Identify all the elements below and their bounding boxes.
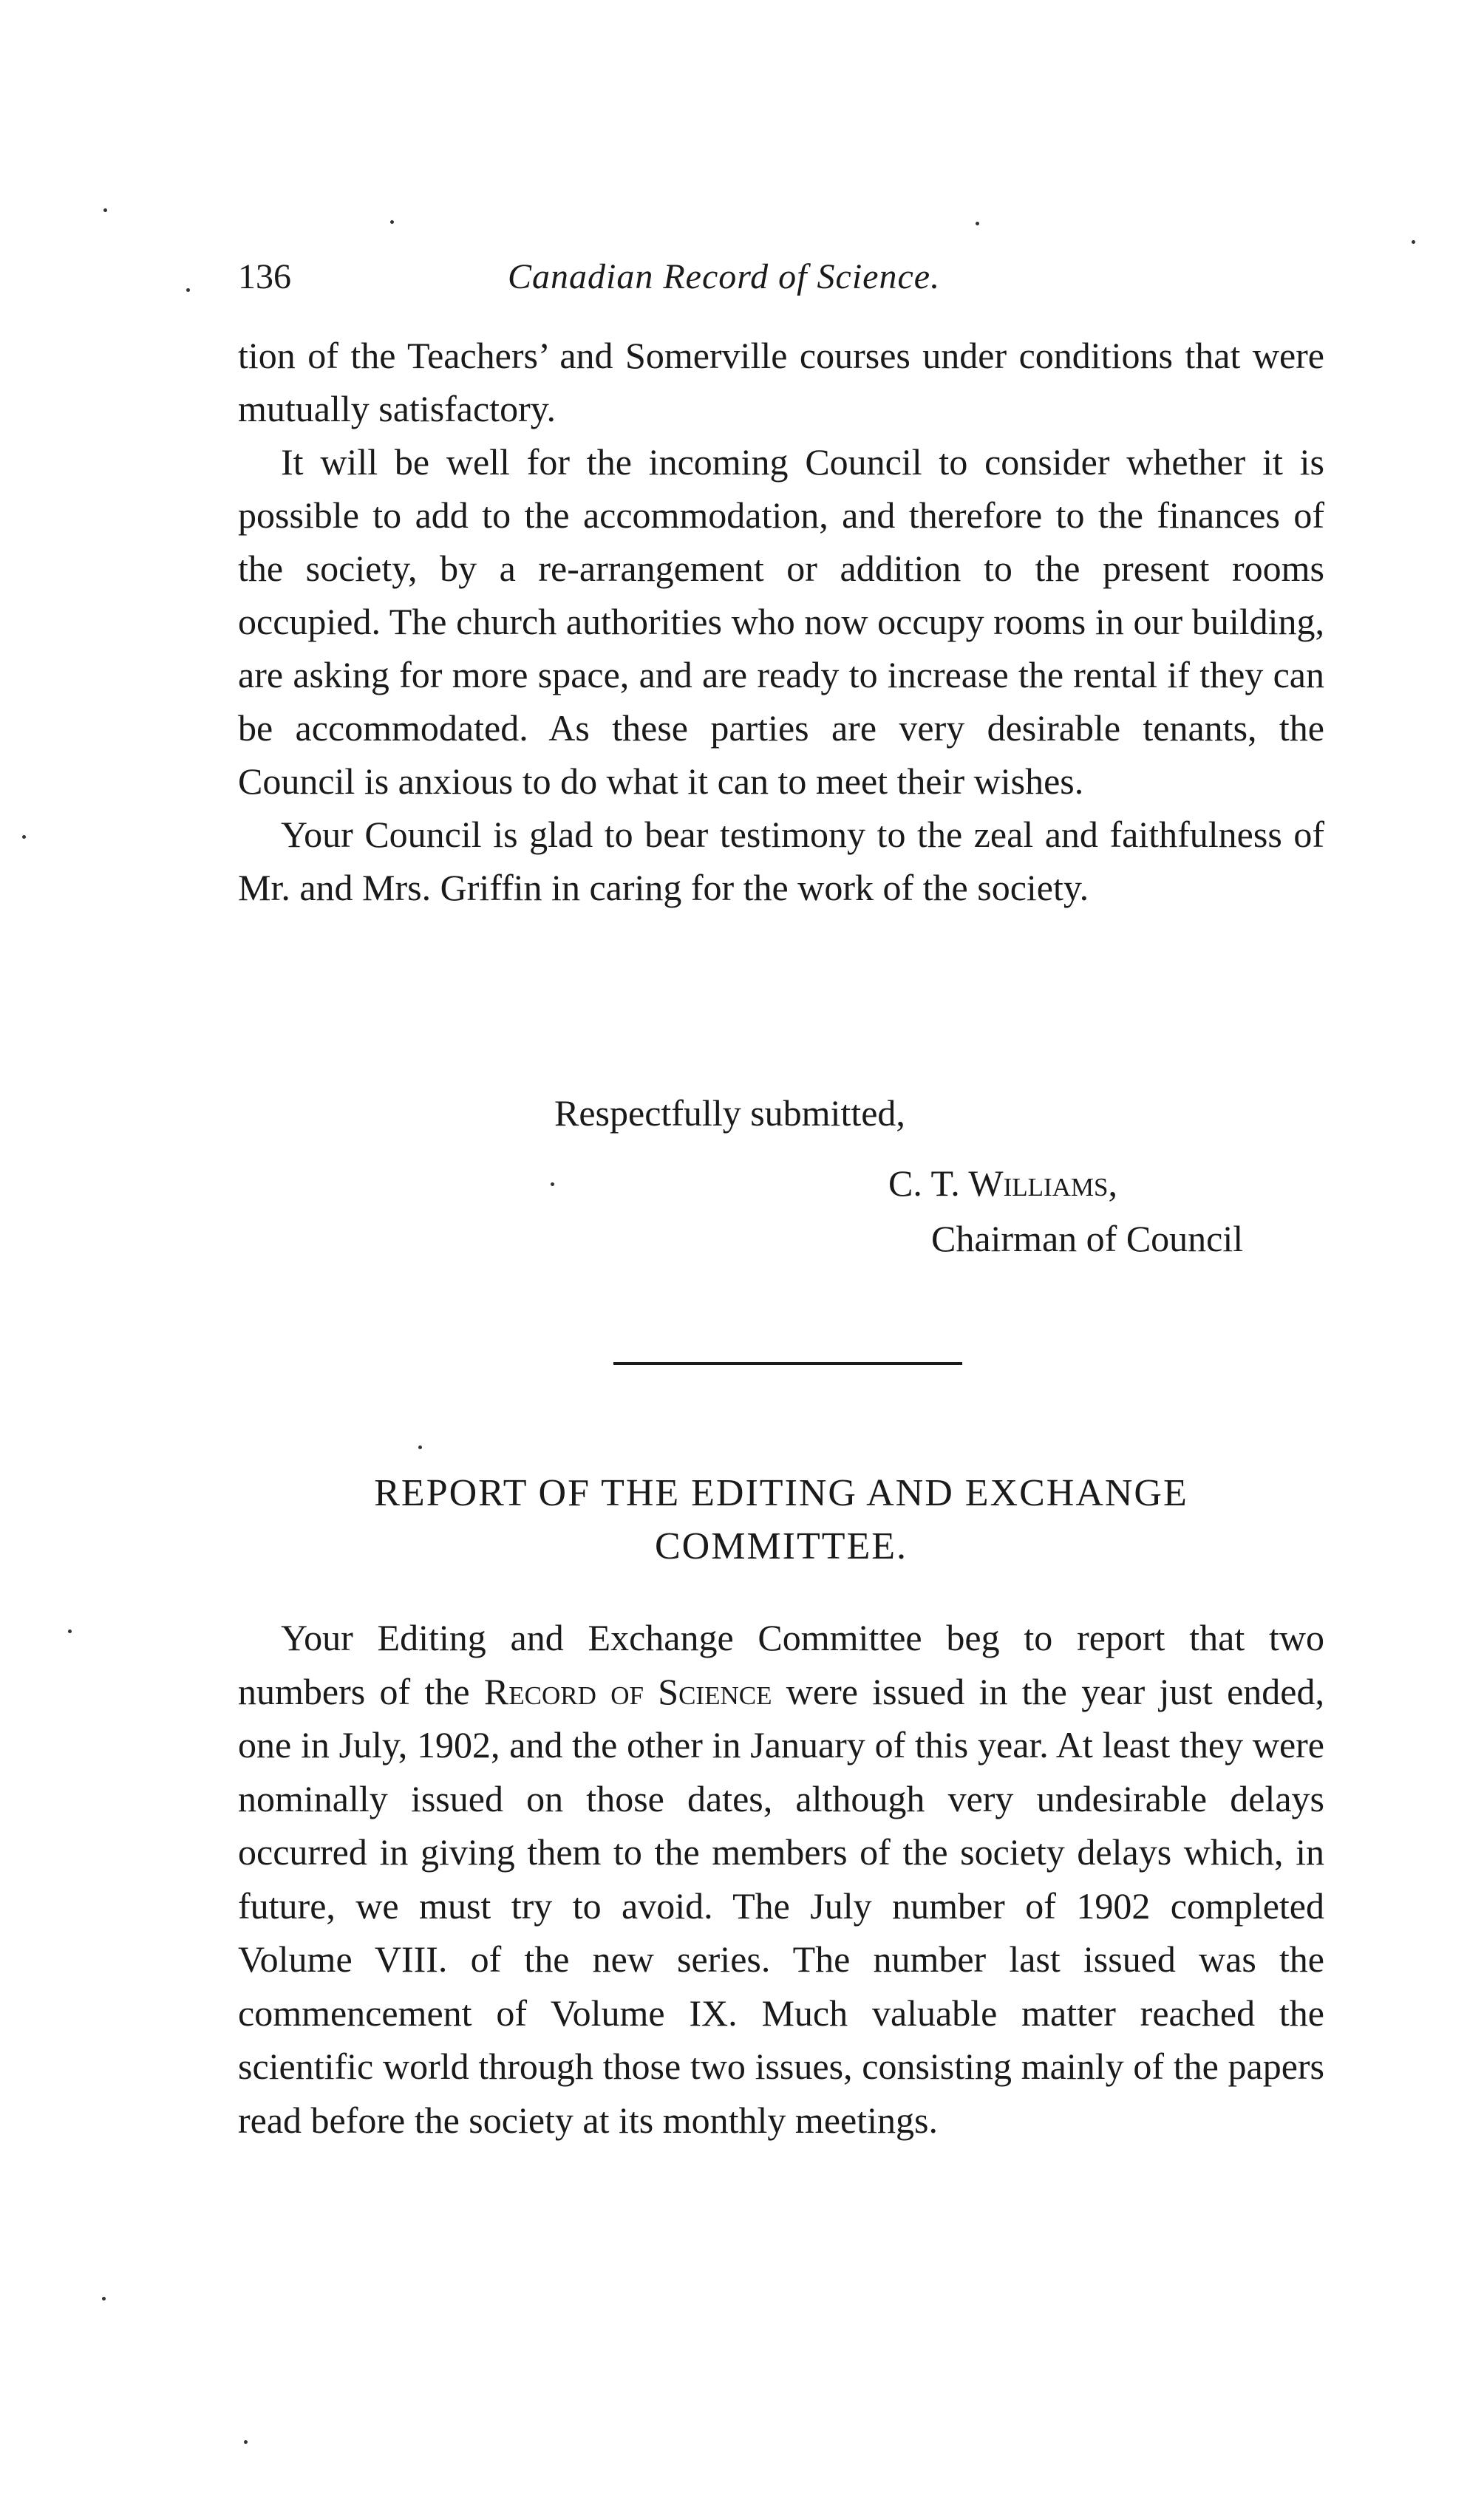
editing-paragraph-1-start: Your Editing and Exchange Committee beg to report that two numbers of the (238, 1617, 1324, 1712)
council-paragraph-2: It will be well for the incoming Council to consider whether it is possible to add to the accommodation, and therefore to the finances of the society, by a re-arrangement or addition to the present rooms occupied. The church authorities who now occupy rooms in our building, are asking for more space, and are ready to increase the rental if they can be accommodated. As these parties are very desirable tenants, the Council is anxious to do what it can to meet their wishes. (238, 441, 1324, 802)
report-heading-line-1: REPORT OF THE EDITING AND EXCHANGE (374, 1472, 1188, 1514)
scan-speck (551, 1182, 554, 1186)
scan-speck (68, 1630, 72, 1633)
scan-speck (418, 1445, 422, 1449)
scan-speck (102, 2297, 106, 2301)
editing-paragraph-1-rest: were issued in the year just ended, one in July, 1902, and the other in January of this year. At least they were nominally issued on those dates, although very undesirable delays occurred in giving them to the members of the society delays which, in future, we must try to avoid. The July number of 1902 completed Volume VIII. of the new series. The number last issued was the commencement of Volume IX. Much valuable matter reached the scientific world through those two issues, consisting mainly of the papers read before the society at its monthly meetings. (238, 1670, 1324, 2141)
editing-report-text (238, 1611, 1324, 2147)
council-report-text (238, 329, 1324, 914)
scan-speck (976, 222, 979, 225)
signatory-name-text: C. T. Williams, (888, 1162, 1117, 1204)
scan-speck (22, 835, 26, 839)
report-heading-line-2: COMMITTEE. (654, 1525, 908, 1567)
council-paragraph-1: tion of the Teachers’ and Somerville courses under conditions that were mutually satisfactory. (238, 335, 1324, 429)
scan-speck (103, 208, 107, 212)
signatory-role: Chairman of Council (931, 1218, 1244, 1259)
closing-line: Respectfully submitted, (554, 1092, 905, 1134)
journal-name: Record of Science (483, 1670, 772, 1712)
running-title: Canadian Record of Science. (508, 257, 941, 296)
section-divider (613, 1362, 962, 1365)
editing-paragraph-1 (238, 1611, 1324, 2147)
scan-speck (390, 220, 394, 224)
scan-speck (244, 2440, 248, 2444)
scan-speck (1412, 240, 1415, 244)
page-number: 136 (238, 257, 291, 296)
page-header (238, 248, 1317, 307)
council-paragraph-3: Your Council is glad to bear testimony to the zeal and faithfulness of Mr. and Mrs. Griffin in caring for the work of the society. (238, 814, 1324, 908)
report-heading (238, 1467, 1324, 1573)
signatory-name (888, 1157, 1117, 1210)
scan-speck (186, 288, 190, 292)
